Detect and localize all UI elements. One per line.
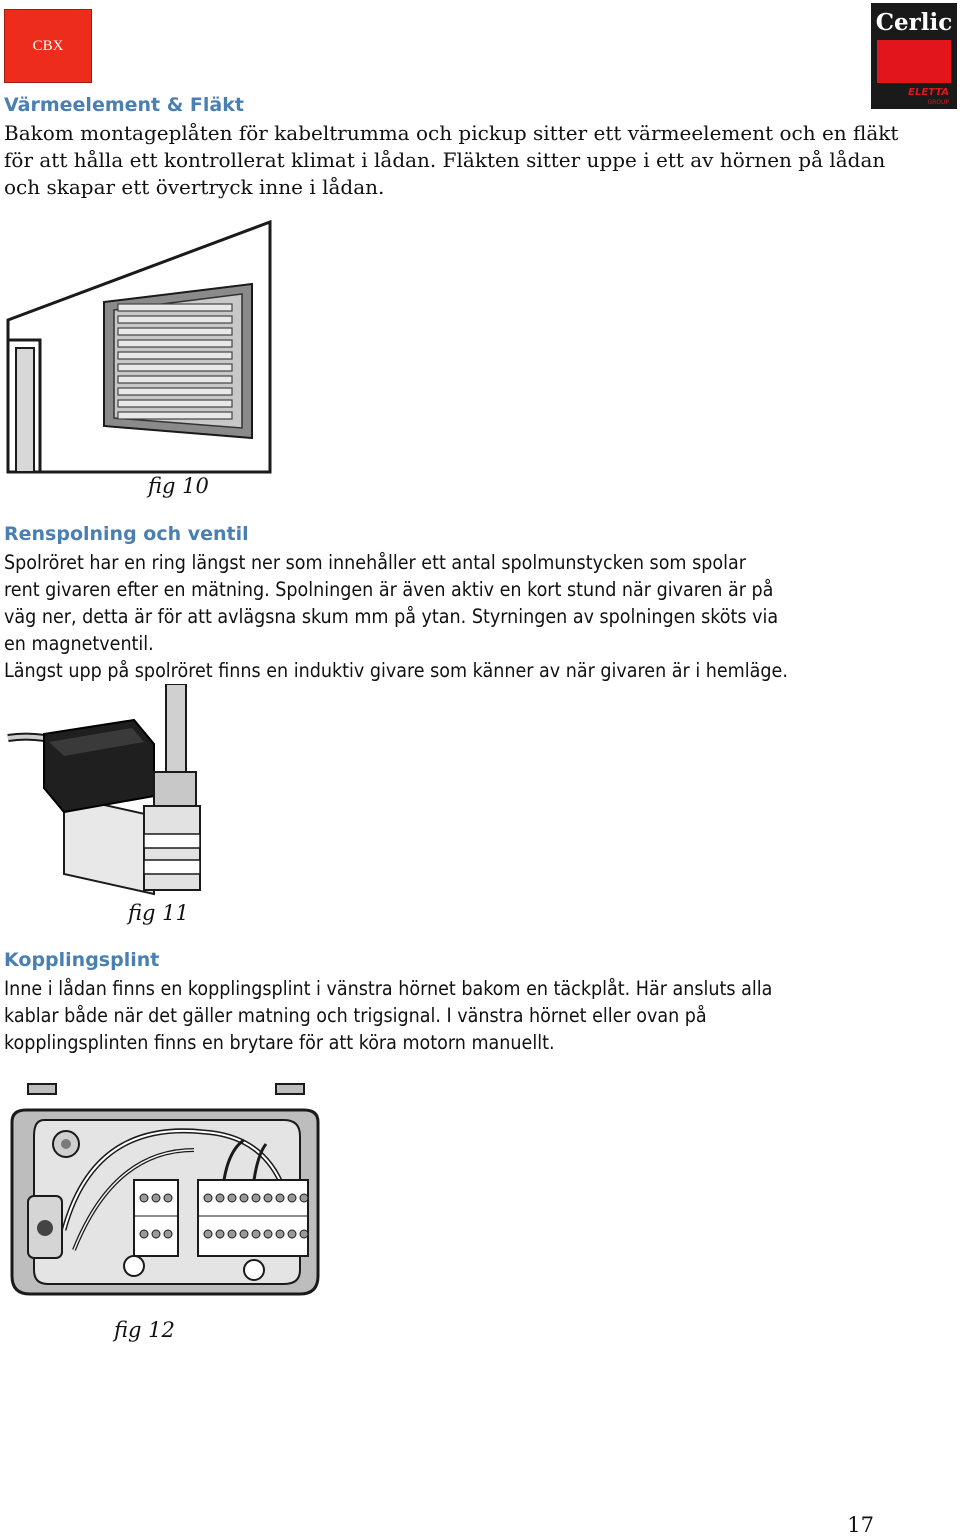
figure-caption: fig 10 (148, 474, 209, 498)
svg-text:ELETTA: ELETTA (908, 87, 949, 98)
svg-text:GROUP: GROUP (927, 99, 949, 106)
cbx-badge (4, 9, 92, 83)
paragraph-varmeelement (4, 120, 898, 201)
fan-grille-illustration (4, 220, 274, 475)
paragraph-line: Bakom montageplåten för kabeltrumma och pickup sitter ett värmeelement och en fläkt (4, 121, 899, 145)
paragraph-line: rent givaren efter en mätning. Spolningen är även aktiv en kort stund när givaren är på (4, 578, 774, 601)
paragraph-line: en magnetventil. (4, 632, 154, 655)
cerlic-logo (871, 3, 957, 109)
figure-caption: fig 11 (128, 901, 189, 925)
paragraph-line: Längst upp på spolröret finns en induktiv givare som känner av när givaren är i hemläge. (4, 659, 788, 682)
paragraph-line: och skapar ett övertryck inne i lådan. (4, 175, 385, 199)
paragraph-line: Spolröret har en ring längst ner som innehåller ett antal spolmunstycken som spolar (4, 551, 746, 574)
heading-kopplingsplint: Kopplingsplint (4, 949, 160, 971)
paragraph-line: kablar både när det gäller matning och trigsignal. I vänstra hörnet eller ovan på (4, 1004, 707, 1027)
heading-varmeelement: Värmeelement & Fläkt (4, 94, 244, 116)
paragraph-line: Inne i lådan finns en kopplingsplint i vänstra hörnet bakom en täckplåt. Här ansluts alla (4, 977, 773, 1000)
paragraph-renspolning (4, 549, 788, 684)
solenoid-valve-illustration (4, 684, 214, 900)
paragraph-line: väg ner, detta är för att avlägsna skum mm på ytan. Styrningen av spolningen sköts via (4, 605, 779, 628)
page-number: 17 (847, 1513, 874, 1537)
paragraph-kopplingsplint (4, 975, 772, 1056)
heading-renspolning: Renspolning och ventil (4, 523, 249, 545)
terminal-block-illustration (4, 1080, 324, 1300)
paragraph-line: kopplingsplinten finns en brytare för att köra motorn manuellt. (4, 1031, 555, 1054)
cbx-badge-label: CBX (32, 37, 64, 54)
figure-caption: fig 12 (114, 1318, 175, 1342)
svg-text:Cerlic: Cerlic (875, 9, 953, 36)
paragraph-line: för att hålla ett kontrollerat klimat i lådan. Fläkten sitter uppe i ett av hörnen på lådan (4, 148, 886, 172)
